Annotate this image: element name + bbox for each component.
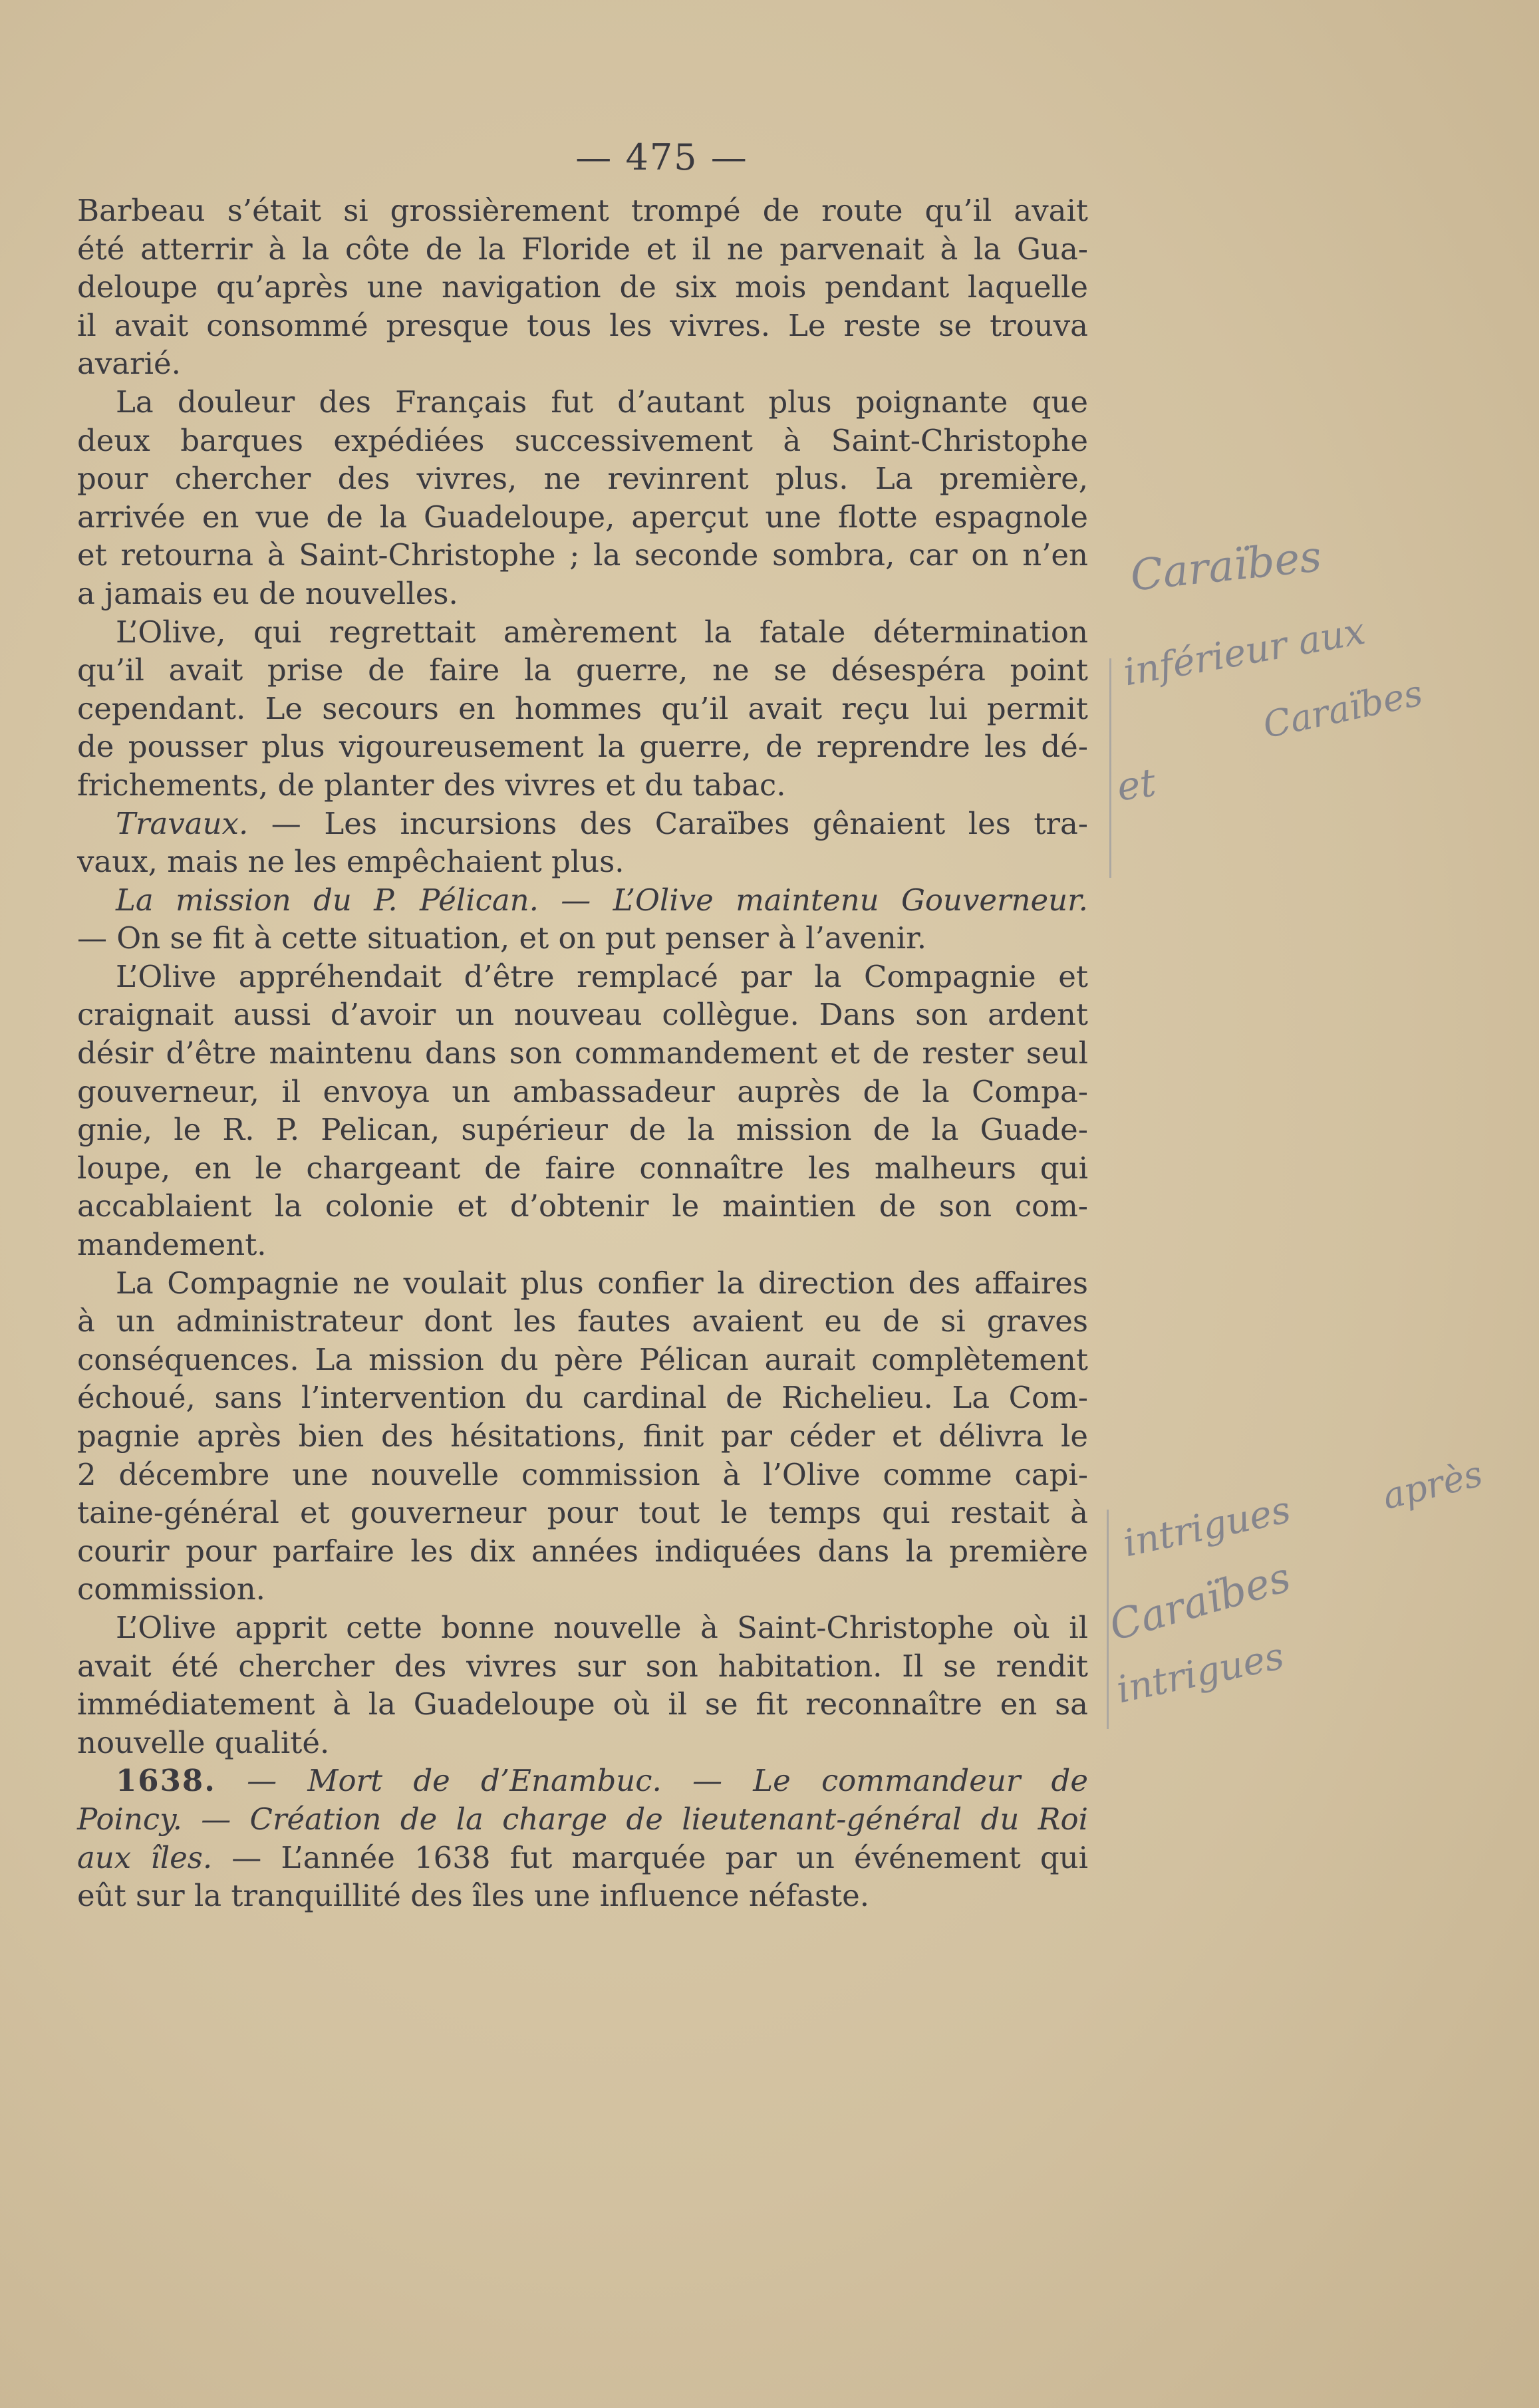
text-line: loupe, en le chargeant de faire connaître les malheurs qui bbox=[77, 1150, 1088, 1186]
text-line: L’Olive apprit cette bonne nouvelle à Saint-Christophe où il bbox=[116, 1609, 1088, 1645]
text-line: La Compagnie ne voulait plus confier la direction des affaires bbox=[116, 1265, 1088, 1301]
text-line: deloupe qu’après une navigation de six mois pendant laquelle bbox=[77, 269, 1088, 305]
text-line: Barbeau s’était si grossièrement trompé de route qu’il avait bbox=[77, 193, 1088, 228]
text-line: 2 décembre une nouvelle commission à l’Olive comme capi- bbox=[77, 1456, 1088, 1492]
text-fragment: — Les incursions des Caraïbes gênaient les tra- bbox=[248, 805, 1088, 841]
margin-note: Caraïbes bbox=[1128, 532, 1324, 601]
text-line: eût sur la tranquillité des îles une influence néfaste. bbox=[77, 1878, 870, 1914]
text-line: L’Olive appréhendait d’être remplacé par la Compagnie et bbox=[116, 958, 1088, 994]
text-line: il avait consommé presque tous les vivres. Le reste se trouva bbox=[77, 307, 1088, 343]
margin-note: après bbox=[1378, 1452, 1487, 1518]
text-line: à un administrateur dont les fautes avaient eu de si graves bbox=[77, 1303, 1088, 1339]
text-line: nouvelle qualité. bbox=[77, 1724, 330, 1760]
text-line: et retourna à Saint-Christophe ; la seconde sombra, car on n’en bbox=[77, 537, 1088, 573]
text-line: été atterrir à la côte de la Floride et il ne parvenait à la Gua- bbox=[77, 231, 1088, 267]
text-line: conséquences. La mission du père Pélican aurait complètement bbox=[77, 1341, 1088, 1377]
margin-note: et bbox=[1114, 759, 1159, 810]
text-line: frichements, de planter des vivres et du tabac. bbox=[77, 767, 786, 803]
text-line: gouverneur, il envoya un ambassadeur auprès de la Compa- bbox=[77, 1073, 1088, 1109]
text-line: gnie, le R. P. Pelican, supérieur de la mission de la Guade- bbox=[77, 1112, 1088, 1148]
text-line: avait été chercher des vivres sur son habitation. Il se rendit bbox=[77, 1648, 1088, 1684]
text-fragment: — L’année 1638 fut marquée par un événement qui bbox=[212, 1839, 1088, 1875]
text-line: pagnie après bien des hésitations, finit par céder et délivra le bbox=[77, 1418, 1088, 1454]
text-line: pour chercher des vivres, ne revinrent plus. La première, bbox=[77, 461, 1088, 497]
text-line: cependant. Le secours en hommes qu’il avait reçu lui permit bbox=[77, 690, 1088, 726]
section-heading: — Mort de d’Enambuc. — Le commandeur de bbox=[215, 1763, 1088, 1799]
text-line: courir pour parfaire les dix années indiquées dans la première bbox=[77, 1533, 1088, 1569]
text-line: accablaient la colonie et d’obtenir le maintien de son com- bbox=[77, 1188, 1088, 1224]
text-line: craignait aussi d’avoir un nouveau collègue. Dans son ardent bbox=[77, 997, 1088, 1033]
margin-note: Caraïbes bbox=[1103, 1552, 1296, 1651]
text-line: a jamais eu de nouvelles. bbox=[77, 575, 458, 611]
text-line: échoué, sans l’intervention du cardinal de Richelieu. La Com- bbox=[77, 1380, 1088, 1416]
margin-note: Caraïbes bbox=[1259, 672, 1427, 747]
section-heading: aux îles. bbox=[77, 1839, 213, 1875]
margin-bracket bbox=[1109, 658, 1111, 878]
text-line: — On se fit à cette situation, et on put penser à l’avenir. bbox=[77, 920, 927, 956]
text-line: taine-général et gouverneur pour tout le temps qui restait à bbox=[77, 1495, 1088, 1531]
margin-note: intrigues bbox=[1119, 1488, 1295, 1566]
section-heading: Poincy. — Création de la charge de lieutenant-général du Roi bbox=[77, 1801, 1088, 1837]
text-line: La douleur des Français fut d’autant plus poignante que bbox=[116, 384, 1088, 420]
text-line: immédiatement à la Guadeloupe où il se fit reconnaître en sa bbox=[77, 1686, 1088, 1722]
text-line: L’Olive, qui regrettait amèrement la fatale détermination bbox=[116, 614, 1088, 650]
text-line: désir d’être maintenu dans son commandement et de rester seul bbox=[77, 1035, 1088, 1071]
margin-note: inférieur aux bbox=[1120, 609, 1369, 695]
text-line: vaux, mais ne les empêchaient plus. bbox=[77, 844, 625, 880]
text-line: arrivée en vue de la Guadeloupe, aperçut une flotte espagnole bbox=[77, 499, 1088, 535]
year-label: 1638. bbox=[116, 1763, 216, 1799]
text-line: de pousser plus vigoureusement la guerre, de reprendre les dé- bbox=[77, 729, 1088, 765]
page-number: — 475 — bbox=[575, 136, 748, 178]
section-heading: Travaux. bbox=[116, 805, 249, 841]
text-line: avarié. bbox=[77, 346, 181, 382]
margin-note: intrigues bbox=[1113, 1634, 1288, 1712]
text-line: commission. bbox=[77, 1571, 265, 1607]
text-line: mandement. bbox=[77, 1227, 267, 1263]
text-line: qu’il avait prise de faire la guerre, ne se désespéra point bbox=[77, 652, 1088, 688]
text-line: deux barques expédiées successivement à Saint-Christophe bbox=[77, 422, 1088, 458]
section-heading: La mission du P. Pélican. — L’Olive maintenu Gouverneur. bbox=[116, 882, 1088, 918]
